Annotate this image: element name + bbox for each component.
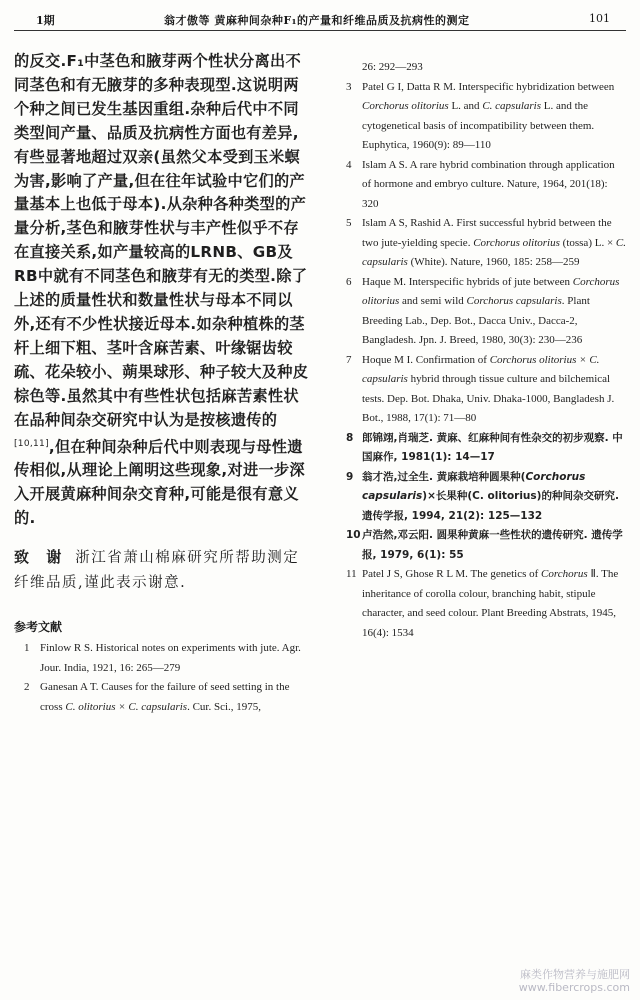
reference-species-name: Corchorus capsularis xyxy=(466,295,562,307)
reference-text: Hoque M I. Confirmation of xyxy=(362,353,490,366)
reference-number: 4 xyxy=(346,158,352,171)
reference-item xyxy=(336,429,626,468)
acknowledgement xyxy=(14,545,314,596)
reference-number: 1 xyxy=(24,642,30,655)
reference-text: hybrid through tissue culture and bilchemical tests. Dep. Bot. Dhaka, Univ. Dhaka-1000, Bangladesh J. Bot., 1988, 17(1): 71—80 xyxy=(362,373,615,424)
reference-text: Finlow R S. Historical notes on experiments with jute. Agr. Jour. India, 1921, 16: 265—279 xyxy=(40,642,301,674)
reference-item xyxy=(336,351,626,429)
reference-species-name: Corchorus olitorius xyxy=(362,275,620,307)
reference-species-name: Corchorus olitorius × C. capsularis xyxy=(362,353,600,385)
reference-text: Ganesan A T. Causes for the failure of seed setting in the cross xyxy=(40,681,290,713)
reference-item xyxy=(14,678,314,717)
issue-number: 1期 xyxy=(36,14,55,27)
reference-text: 卢浩然,邓云阳. 圆果种黄麻一些性状的遗传研究. 遗传学报, 1979, 6(1): 55 xyxy=(362,529,623,561)
running-header xyxy=(14,6,626,31)
reference-text: Islam A S, Rashid A. First successful hybrid between the two jute-yielding specie. xyxy=(362,217,612,249)
reference-number: 6 xyxy=(346,275,352,288)
acknowledgement-label: 致 谢 xyxy=(14,548,68,567)
reference-text: 翁才浩,过全生. 黄麻栽培种圆果种( xyxy=(362,470,526,483)
reference-species-name: C. olitorius × C. capsularis xyxy=(65,700,188,713)
reference-text: and semi wild xyxy=(399,295,467,307)
discussion-paragraph xyxy=(14,50,314,531)
left-column xyxy=(14,50,314,717)
reference-text: Patel J S, Ghose R L M. The genetics of xyxy=(362,568,542,580)
reference-item xyxy=(14,639,314,678)
reference-text: . Cur. Sci., 1975, xyxy=(187,700,262,713)
reference-text: 郎锦翊,肖瑞芝. 黄麻、红麻种间有性杂交的初步观察. 中国麻作, 1981(1): 14—17 xyxy=(362,431,623,463)
watermark-line2: www.fibercrops.com xyxy=(518,981,630,994)
reference-item xyxy=(336,214,626,273)
reference-text: L. and xyxy=(448,100,483,112)
reference-text: Ⅱ. xyxy=(587,568,602,580)
reference-text: (tossa) L. × xyxy=(559,236,616,249)
reference-species-name: Corchorus xyxy=(541,568,588,580)
running-title: 翁才傲等 黄麻种间杂种F₁的产量和纤维品质及抗病性的测定 xyxy=(164,14,470,27)
reference-number: 11 xyxy=(346,568,357,580)
paragraph-text-part2: ,但在种间杂种后代中则表现与母性遗传相似,从理论上阐明这些现象,对进一步深入开展黄麻种间杂交育种,可能是很有意义的. xyxy=(14,437,305,528)
reference-species-name: Corchorus olitorius xyxy=(473,236,560,249)
reference-number: 9 xyxy=(346,470,354,483)
reference-continuation: 26: 292—293 xyxy=(362,61,423,73)
reference-number: 2 xyxy=(24,681,30,694)
reference-text: The inheritance of corolla colour, branching habit, stipule character, and seed colour. Plant Breeding Abstrats, 1945, 16(4): 1534 xyxy=(362,568,619,639)
reference-text: Islam A S. A rare hybrid combination through application of hormone and embryo culture. Nature, 1964, 201(18): 320 xyxy=(362,158,615,210)
reference-text: . Plant Breeding Lab., Dep. Bot., Dacca Univ., Dacca-2, Bangladesh. Jpn. J. Breed, 1980, 30(3): 230—236 xyxy=(362,295,590,346)
reference-species-name: C. capsularis xyxy=(362,236,626,268)
references-heading: 参考文献 xyxy=(14,620,63,635)
reference-number: 8 xyxy=(346,431,354,444)
reference-number: 7 xyxy=(346,353,352,366)
reference-number: 5 xyxy=(346,217,352,229)
reference-list-right xyxy=(336,78,626,644)
reference-number: 10 xyxy=(346,529,361,541)
citation-marker[interactable]: [10,11] xyxy=(14,438,49,449)
reference-item xyxy=(336,565,626,643)
reference-item xyxy=(336,156,626,215)
reference-text: L. and the cytogenetical basis of incompatibility between them. Euphytica, 1960(9): 89—110 xyxy=(362,100,595,151)
page-number: 101 xyxy=(589,12,610,25)
reference-text: Haque M. Interspecific hybrids of jute between xyxy=(362,275,573,288)
reference-text: )×长果种(C. olitorius)的种间杂交研究. 遗传学报, 1994, 21(2): 125—132 xyxy=(362,490,619,522)
acknowledgement-text: 浙江省萧山棉麻研究所帮助测定纤维品质,谨此表示谢意. xyxy=(14,550,300,592)
site-watermark xyxy=(519,968,630,994)
watermark-line1: 麻类作物营养与施肥网 xyxy=(520,968,630,981)
reference-text: (White). Nature, 1960, 185: 258—259 xyxy=(407,256,580,268)
reference-text: Patel G I, Datta R M. Interspecific hybridization between xyxy=(362,80,615,93)
reference-species-name: C. capsularis xyxy=(482,100,541,112)
paragraph-text-part1: 的反交.F₁中茎色和腋芽两个性状分离出不同茎色和有无腋芽的多种表现型.这说明两个种之间已发生基因重组.杂种后代中不同类型间产量、品质及抗病性方面也有差异,有些显著地超过双亲(虽然父本受到玉米螟为害,影响了产量,但在往年试验中它们的产量基本上也低于母本).从杂种各种类型的产量分析,茎色和腋芽性状与丰产性似乎不存在直接关系,如产量较高的LRNB、GB及RB中就有不同茎色和腋芽有无的类型.除了上述的质量性状和数量性状与母本不同以外,还有不少性状接近母本.如杂种植株的茎杆上细下粗、茎叶含麻苦素、叶缘锯齿较疏、花朵较小、蒴果球形、种子较大及种皮棕色等.虽然其中有些性状包括麻苦素性状在品种间杂交研究中认为是按核遗传的 xyxy=(14,52,309,429)
reference-item xyxy=(336,78,626,156)
reference-item xyxy=(336,273,626,351)
right-column xyxy=(336,58,626,643)
reference-item xyxy=(336,468,626,527)
reference-species-name: Corchorus capsularis xyxy=(362,470,586,502)
reference-list-left xyxy=(14,639,314,717)
reference-number: 3 xyxy=(346,80,352,93)
reference-species-name: Corchorus olitorius xyxy=(362,100,449,112)
reference-item xyxy=(336,526,626,565)
